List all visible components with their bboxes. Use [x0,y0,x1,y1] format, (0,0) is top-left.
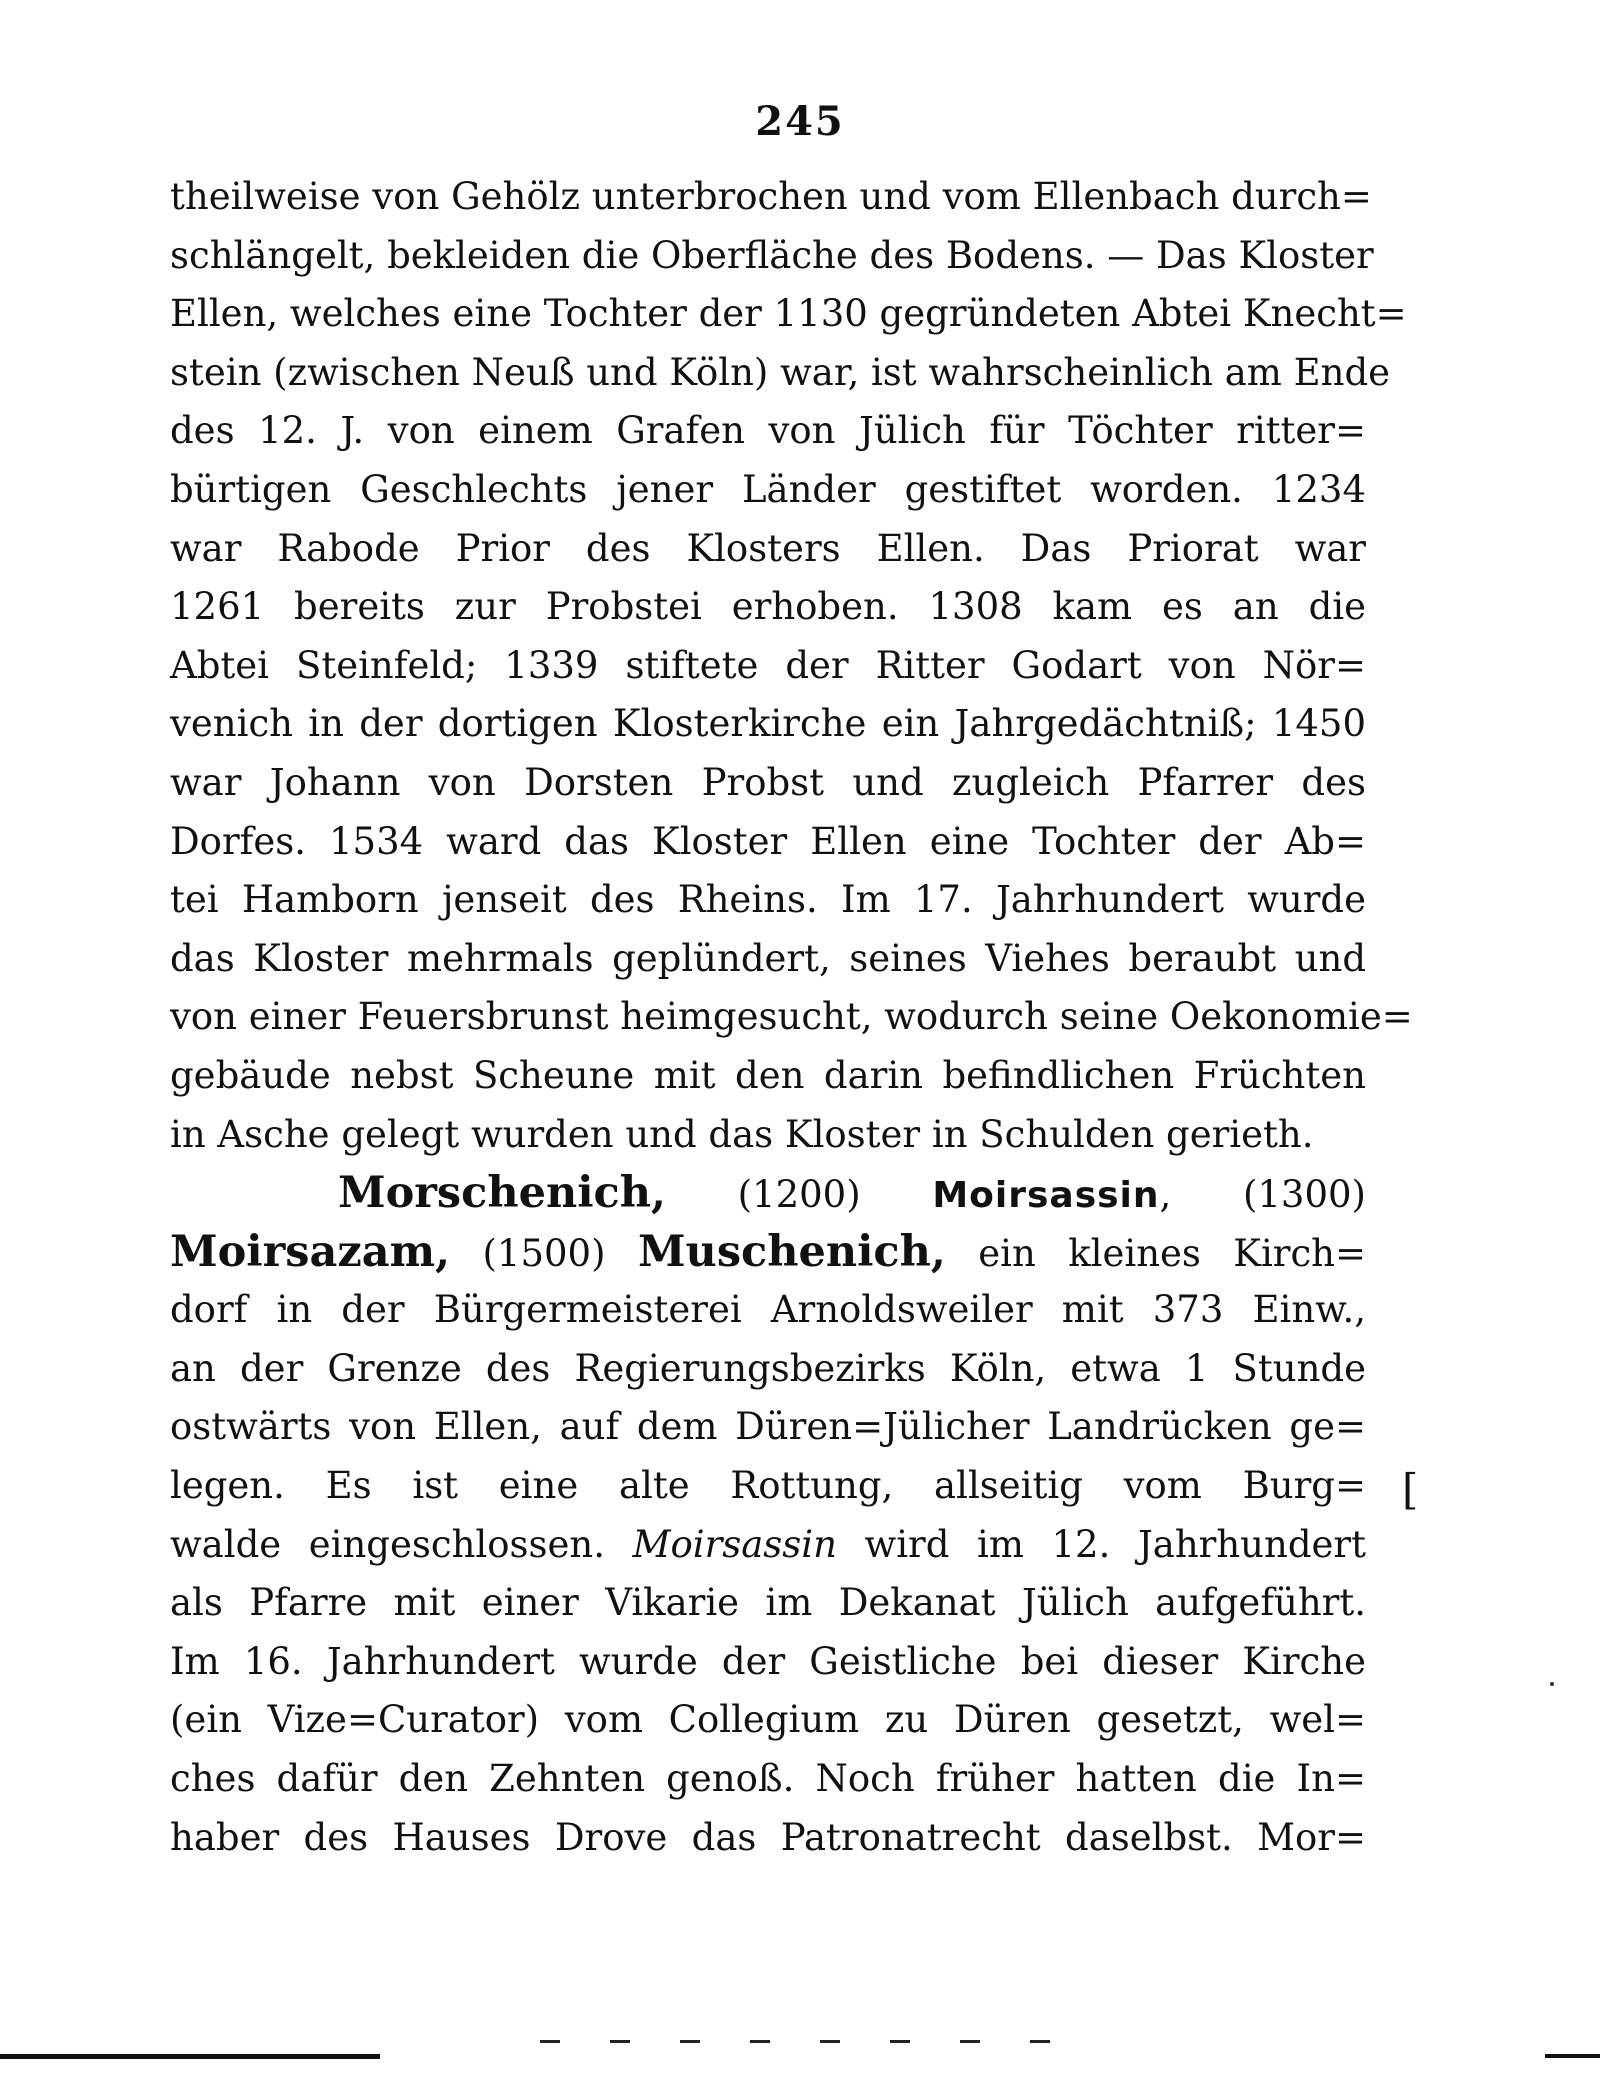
entry-year: (1200) [737,1173,861,1217]
text-line: in Asche gelegt wurden und das Kloster in Schulden gerieth. [170,1112,1314,1156]
entry-old-name: Muschenich, [637,1226,946,1277]
entry-year: (1500) [482,1231,606,1275]
text-line: an der Grenze des Regierungsbezirks Köln, etwa 1 Stunde [170,1346,1366,1390]
text-line: schlängelt, bekleiden die Oberfläche des Bodens. — Das Kloster [170,233,1374,277]
entry-text: wird im 12. Jahrhundert [864,1522,1366,1566]
text-line: von einer Feuersbrunst heimgesucht, wodurch seine Oekonomie= [170,995,1413,1039]
text-line: venich in der dortigen Klosterkirche ein Jahrgedächtniß; 1450 [170,702,1366,746]
text-line: Dorfes. 1534 ward das Kloster Ellen eine Tochter der Ab= [170,819,1366,863]
text-line: tei Hamborn jenseit des Rheins. Im 17. Jahrhundert wurde [170,878,1366,922]
entry-year: (1300) [1242,1173,1366,1217]
entry-heading-line [170,1164,1366,1223]
entry-separator: , [1159,1173,1172,1217]
bottom-edge-rule [0,2054,380,2059]
text-line: Abtei Steinfeld; 1339 stiftete der Ritter Godart von Nör= [170,643,1366,687]
page-number: 245 [755,98,845,145]
text-line: Ellen, welches eine Tochter der 1130 gegründeten Abtei Knecht= [170,292,1407,336]
text-line: (ein Vize=Curator) vom Collegium zu Düren gesetzt, wel= [170,1698,1366,1742]
text-line: ostwärts von Ellen, auf dem Düren=Jülicher Landrücken ge= [170,1405,1366,1449]
text-line: des 12. J. von einem Grafen von Jülich für Töchter ritter= [170,409,1366,453]
margin-bracket-mark: [ [1402,1465,1419,1514]
text-line: bürtigen Geschlechts jener Länder gestiftet worden. 1234 [170,467,1366,511]
ink-speck [1550,1682,1554,1686]
text-line: war Rabode Prior des Klosters Ellen. Das Priorat war [170,526,1366,570]
text-line [170,1516,1366,1575]
bottom-edge-mark [1545,2054,1600,2058]
text-line: das Kloster mehrmals geplündert, seines Viehes beraubt und [170,936,1366,980]
italic-old-name: Moirsassin [632,1522,837,1566]
bottom-edge-dashes [540,2040,1100,2043]
entry-headword: Morschenich, [338,1168,666,1219]
entry-text: walde eingeschlossen. [170,1522,605,1566]
text-line: legen. Es ist eine alte Rottung, allseitig vom Burg= [170,1464,1366,1508]
text-line: Im 16. Jahrhundert wurde der Geistliche bei dieser Kirche [170,1639,1366,1683]
text-line: dorf in der Bürgermeisterei Arnoldsweiler mit 373 Einw., [170,1288,1366,1332]
text-line: 1261 bereits zur Probstei erhoben. 1308 kam es an die [170,585,1366,629]
text-line: stein (zwischen Neuß und Köln) war, ist wahrscheinlich am Ende [170,350,1391,394]
text-line: ches dafür den Zehnten genoß. Noch früher hatten die In= [170,1757,1366,1801]
entry-old-name: Moirsazam, [170,1226,451,1277]
text-line: theilweise von Gehölz unterbrochen und vom Ellenbach durch= [170,175,1372,218]
text-line: gebäude nebst Scheune mit den darin befindlichen Früchten [170,1053,1366,1097]
entry-text: ein kleines Kirch= [978,1231,1367,1275]
text-line: haber des Hauses Drove das Patronatrecht daselbst. Mor= [170,1815,1366,1859]
entry-heading-line [170,1223,1366,1282]
text-line: als Pfarre mit einer Vikarie im Dekanat Jülich aufgeführt. [170,1581,1366,1625]
text-line: war Johann von Dorsten Probst und zugleich Pfarrer des [170,760,1366,804]
entry-old-name: Moirsassin [932,1175,1160,1217]
body-text [170,168,1413,1867]
